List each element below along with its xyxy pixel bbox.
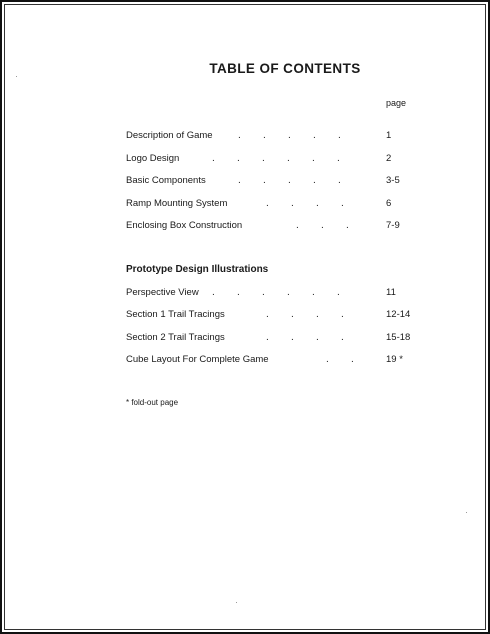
leader-dots: . . . . <box>266 309 344 320</box>
leader-dots: . . . . . . <box>212 153 340 164</box>
scan-speck <box>16 76 17 77</box>
leader-dots: . . . . . <box>238 175 341 186</box>
toc-entry-label: Section 1 Trail Tracings <box>126 309 225 320</box>
toc-entry-page: 12-14 <box>386 309 411 320</box>
toc-entry-page: 7-9 <box>386 220 400 231</box>
toc-entry-label: Section 2 Trail Tracings <box>126 332 225 343</box>
leader-dots: . . . . <box>266 198 344 209</box>
leader-dots: . . . <box>296 220 349 231</box>
toc-entry-label: Perspective View <box>126 287 199 298</box>
toc-entry-page: 3-5 <box>386 175 400 186</box>
page-inner-border <box>4 4 486 630</box>
toc-entry-page: 1 <box>386 130 392 141</box>
toc-entry-page: 19 * <box>386 354 403 365</box>
footnote: * fold-out page <box>126 398 179 407</box>
toc-entry-page: 6 <box>386 198 392 209</box>
leader-dots: . . . . <box>266 332 344 343</box>
leader-dots: . . . . . <box>238 130 341 141</box>
toc-entry-label: Logo Design <box>126 153 180 164</box>
toc-entry-page: 15-18 <box>386 332 411 343</box>
section-heading: Prototype Design Illustrations <box>126 264 269 275</box>
toc-entry-label: Cube Layout For Complete Game <box>126 354 269 365</box>
scan-speck <box>466 512 467 513</box>
toc-entry-label: Ramp Mounting System <box>126 198 228 209</box>
page-title: TABLE OF CONTENTS <box>209 61 361 76</box>
leader-dots: . . <box>326 354 354 365</box>
toc-entry-label: Description of Game <box>126 130 213 141</box>
scan-speck <box>236 602 237 603</box>
toc-entry-page: 2 <box>386 153 392 164</box>
toc-entry-label: Enclosing Box Construction <box>126 220 243 231</box>
leader-dots: . . . . . . <box>212 287 340 298</box>
page-column-header: page <box>386 98 407 108</box>
toc-entry-label: Basic Components <box>126 175 206 186</box>
toc-entry-page: 11 <box>386 287 396 298</box>
